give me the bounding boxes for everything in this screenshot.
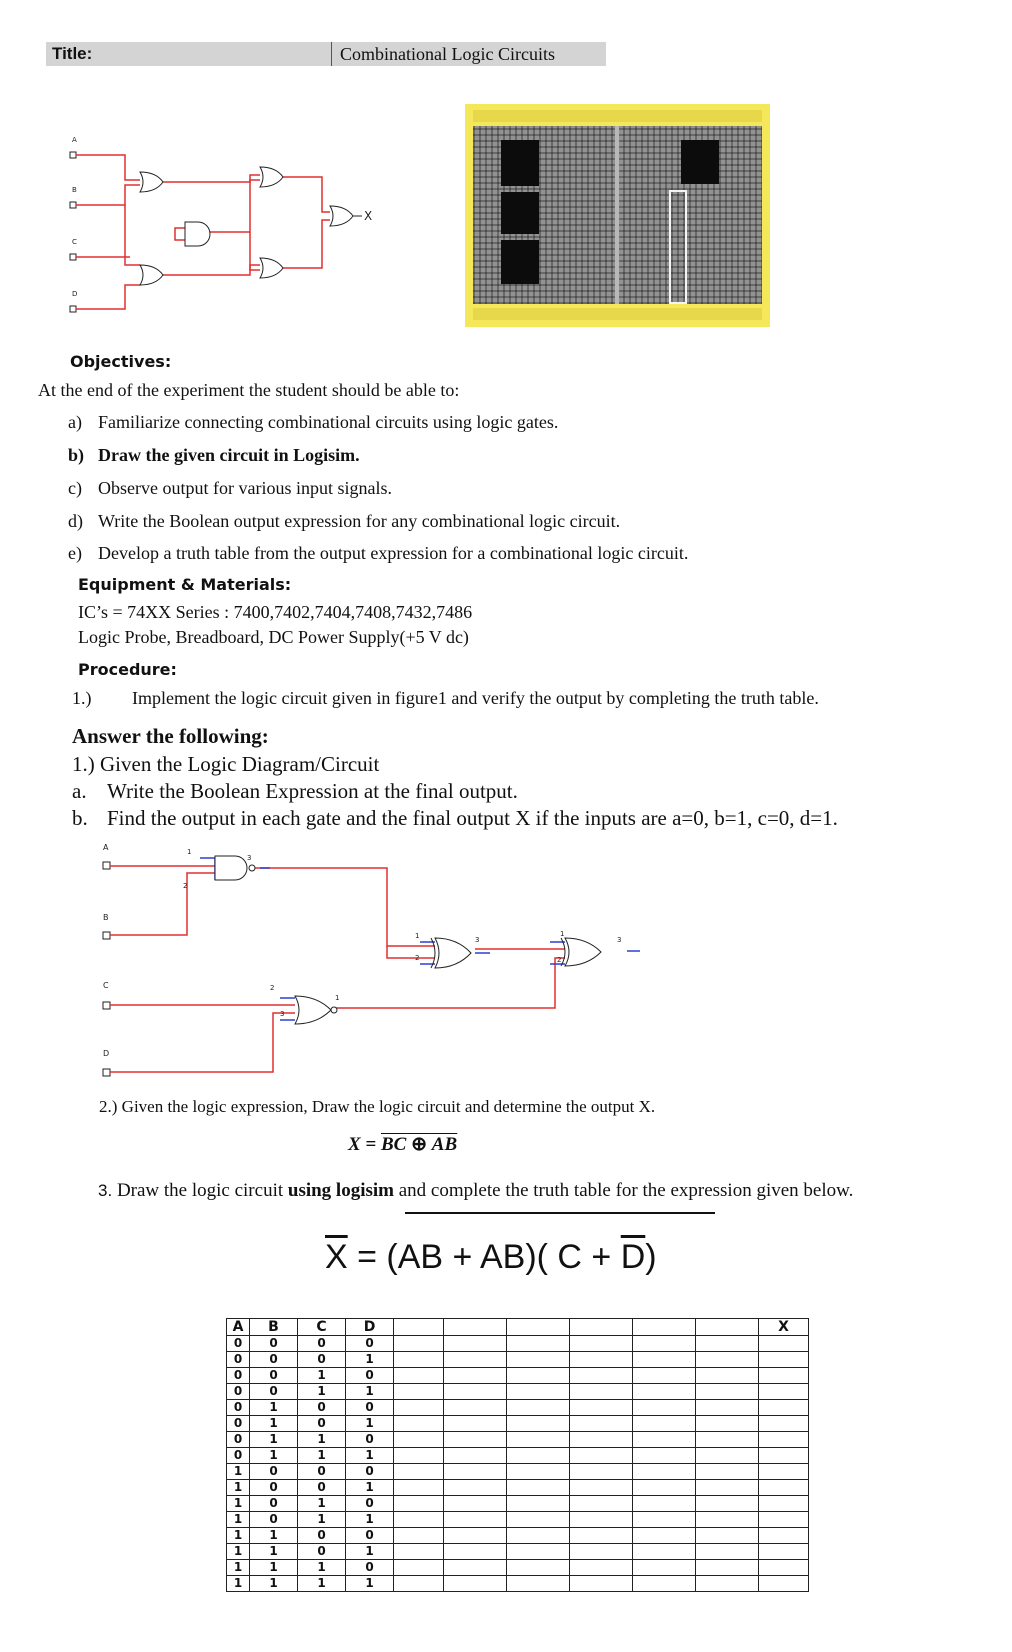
question-1b-marker: b.: [72, 806, 88, 830]
truth-table-cell: 0: [250, 1496, 298, 1512]
truth-table-cell[interactable]: [394, 1432, 444, 1448]
truth-table-cell: 0: [227, 1368, 250, 1384]
question-1b: Find the output in each gate and the final output X if the inputs are a=0, b=1, c=0, d=1.: [107, 806, 838, 830]
truth-table-cell[interactable]: [633, 1544, 696, 1560]
expr-d-bar: $\overline{D}$: [620, 1238, 646, 1276]
ic-chip: [501, 240, 539, 284]
truth-table-cell[interactable]: [633, 1512, 696, 1528]
fig2-pin: 1: [560, 930, 565, 938]
truth-table-cell: 1: [227, 1560, 250, 1576]
title-divider: [331, 42, 332, 66]
truth-table-header-cell: C: [298, 1319, 346, 1336]
truth-table-cell[interactable]: [696, 1560, 759, 1576]
truth-table-cell[interactable]: [444, 1400, 507, 1416]
expr-bc: BC: [381, 1134, 407, 1155]
truth-table-cell: 1: [346, 1448, 394, 1464]
truth-table-cell[interactable]: [570, 1512, 633, 1528]
truth-table-cell[interactable]: [759, 1496, 809, 1512]
fig1-output-x: X: [364, 209, 373, 223]
truth-table-cell[interactable]: [570, 1560, 633, 1576]
ic-chip: [501, 192, 539, 234]
answer-heading: Answer the following:: [72, 724, 269, 748]
truth-table-cell: 0: [227, 1400, 250, 1416]
breadboard-power-rail-top: [473, 110, 762, 122]
truth-table-cell[interactable]: [696, 1432, 759, 1448]
truth-table-cell[interactable]: [633, 1528, 696, 1544]
equipment-tools: Logic Probe, Breadboard, DC Power Supply(+5 V dc): [78, 627, 469, 647]
truth-table-cell: 0: [227, 1352, 250, 1368]
truth-table-row: [227, 1544, 809, 1560]
fig1-label-a: A: [72, 136, 77, 144]
truth-table-cell[interactable]: [759, 1480, 809, 1496]
truth-table-cell[interactable]: [507, 1432, 570, 1448]
truth-table-cell[interactable]: [633, 1464, 696, 1480]
truth-table-cell: 1: [298, 1384, 346, 1400]
expr-x-bar: $\overline{X}$: [325, 1238, 348, 1276]
truth-table-cell[interactable]: [696, 1448, 759, 1464]
truth-table-cell[interactable]: [570, 1496, 633, 1512]
truth-table-cell: 0: [227, 1336, 250, 1352]
fig2-pin: 1: [415, 932, 420, 940]
truth-table-cell[interactable]: [394, 1416, 444, 1432]
truth-table-cell: 1: [250, 1416, 298, 1432]
truth-table-cell[interactable]: [394, 1544, 444, 1560]
truth-table-header-cell: [696, 1319, 759, 1336]
truth-table-row: [227, 1512, 809, 1528]
truth-table-cell[interactable]: [444, 1336, 507, 1352]
truth-table-cell[interactable]: [696, 1576, 759, 1592]
expr-xor: ⊕: [406, 1134, 432, 1155]
truth-table-cell[interactable]: [394, 1528, 444, 1544]
truth-table-cell[interactable]: [759, 1400, 809, 1416]
truth-table-cell[interactable]: [759, 1384, 809, 1400]
truth-table-cell: 0: [227, 1384, 250, 1400]
truth-table-cell[interactable]: [570, 1352, 633, 1368]
truth-table-cell: 1: [346, 1544, 394, 1560]
truth-table-cell[interactable]: [394, 1352, 444, 1368]
truth-table-cell: 1: [298, 1448, 346, 1464]
truth-table-cell[interactable]: [394, 1368, 444, 1384]
question-1a-marker: a.: [72, 779, 87, 803]
truth-table-cell[interactable]: [394, 1336, 444, 1352]
fig2-label-c: C: [103, 981, 109, 990]
truth-table-row: [227, 1432, 809, 1448]
truth-table-row: [227, 1480, 809, 1496]
breadboard-power-rail-bottom: [473, 308, 762, 320]
truth-table-cell[interactable]: [507, 1416, 570, 1432]
breadboard-photo: [465, 104, 770, 327]
figure1-circuit: [60, 120, 400, 320]
truth-table-cell[interactable]: [507, 1368, 570, 1384]
truth-table-cell[interactable]: [444, 1416, 507, 1432]
procedure-heading: Procedure:: [78, 660, 177, 679]
truth-table-cell[interactable]: [696, 1384, 759, 1400]
truth-table-cell[interactable]: [633, 1448, 696, 1464]
question-3-expression: [325, 1238, 657, 1277]
truth-table-cell[interactable]: [394, 1496, 444, 1512]
truth-table-cell[interactable]: [633, 1416, 696, 1432]
truth-table-cell[interactable]: [507, 1480, 570, 1496]
truth-table-cell: 1: [250, 1432, 298, 1448]
objective-text: Write the Boolean output expression for any combinational logic circuit.: [98, 511, 621, 531]
truth-table-cell: 0: [346, 1400, 394, 1416]
ic-chip: [501, 140, 539, 186]
truth-table-cell: 0: [346, 1336, 394, 1352]
truth-table-cell[interactable]: [394, 1384, 444, 1400]
truth-table-cell[interactable]: [507, 1528, 570, 1544]
expr-lhs: X =: [348, 1134, 381, 1155]
truth-table-cell: 1: [250, 1528, 298, 1544]
truth-table-cell: 1: [227, 1496, 250, 1512]
truth-table-cell[interactable]: [507, 1352, 570, 1368]
truth-table-cell[interactable]: [759, 1432, 809, 1448]
truth-table-cell[interactable]: [507, 1496, 570, 1512]
truth-table-body: [227, 1319, 809, 1592]
truth-table-cell[interactable]: [444, 1352, 507, 1368]
truth-table-header-cell: [444, 1319, 507, 1336]
truth-table-header-cell: [570, 1319, 633, 1336]
truth-table-cell[interactable]: [507, 1544, 570, 1560]
truth-table-cell[interactable]: [507, 1336, 570, 1352]
truth-table-cell[interactable]: [507, 1464, 570, 1480]
truth-table-cell: 1: [298, 1512, 346, 1528]
truth-table-cell: 1: [298, 1560, 346, 1576]
truth-table-cell[interactable]: [696, 1512, 759, 1528]
truth-table-cell[interactable]: [394, 1480, 444, 1496]
truth-table-cell[interactable]: [570, 1416, 633, 1432]
truth-table-cell[interactable]: [759, 1352, 809, 1368]
truth-table-cell[interactable]: [633, 1576, 696, 1592]
truth-table-cell[interactable]: [633, 1496, 696, 1512]
fig2-pin: 2: [270, 984, 275, 992]
fig2-pin: 2: [415, 954, 420, 962]
truth-table-cell: 1: [298, 1496, 346, 1512]
truth-table-cell: 1: [250, 1576, 298, 1592]
objective-text: Develop a truth table from the output expression for a combinational logic circuit.: [98, 543, 689, 563]
ic-chip: [681, 140, 719, 184]
truth-table-cell: 1: [346, 1352, 394, 1368]
truth-table-cell: 0: [298, 1336, 346, 1352]
truth-table-cell[interactable]: [570, 1368, 633, 1384]
truth-table-cell[interactable]: [444, 1528, 507, 1544]
truth-table-cell[interactable]: [633, 1400, 696, 1416]
figure2-circuit: [95, 838, 675, 1083]
objective-text: Draw the given circuit in Logisim.: [98, 445, 360, 465]
expr-overline-term: [381, 1134, 457, 1155]
truth-table-cell: 0: [346, 1368, 394, 1384]
truth-table-cell[interactable]: [394, 1464, 444, 1480]
procedure-step: Implement the logic circuit given in figure1 and verify the output by completing the truth table.: [132, 688, 819, 708]
objectives-heading: Objectives:: [70, 352, 172, 371]
truth-table-cell: 0: [250, 1464, 298, 1480]
truth-table-cell: 1: [227, 1544, 250, 1560]
truth-table-cell: 0: [250, 1336, 298, 1352]
objective-marker: a): [68, 412, 82, 432]
truth-table-cell[interactable]: [444, 1384, 507, 1400]
fig2-label-a: A: [103, 843, 109, 852]
fig2-pin: 3: [617, 936, 622, 944]
truth-table-cell[interactable]: [759, 1368, 809, 1384]
truth-table-cell[interactable]: [633, 1352, 696, 1368]
truth-table-cell[interactable]: [696, 1464, 759, 1480]
truth-table-cell[interactable]: [394, 1560, 444, 1576]
objective-marker: b): [68, 445, 85, 465]
truth-table-row: [227, 1336, 809, 1352]
question-2: 2.) Given the logic expression, Draw the logic circuit and determine the output X.: [99, 1097, 656, 1116]
truth-table-cell: 1: [346, 1416, 394, 1432]
truth-table-header-cell: [507, 1319, 570, 1336]
truth-table-cell: 0: [346, 1464, 394, 1480]
equipment-ics: IC’s = 74XX Series : 7400,7402,7404,7408,7432,7486: [78, 602, 473, 622]
truth-table-cell[interactable]: [759, 1544, 809, 1560]
truth-table-row: [227, 1352, 809, 1368]
truth-table-cell[interactable]: [444, 1544, 507, 1560]
truth-table-cell: 0: [346, 1560, 394, 1576]
truth-table-cell: 1: [346, 1512, 394, 1528]
truth-table-row: [227, 1528, 809, 1544]
truth-table-row: [227, 1384, 809, 1400]
truth-table-cell[interactable]: [633, 1368, 696, 1384]
title-label: Title:: [52, 44, 93, 63]
fig2-pin: 2: [183, 882, 188, 890]
truth-table-cell[interactable]: [696, 1368, 759, 1384]
truth-table-cell: 0: [227, 1416, 250, 1432]
truth-table-row: [227, 1576, 809, 1592]
truth-table-cell[interactable]: [633, 1384, 696, 1400]
truth-table-cell[interactable]: [696, 1480, 759, 1496]
question-1a: Write the Boolean Expression at the final output.: [107, 779, 518, 803]
truth-table-header-cell: B: [250, 1319, 298, 1336]
fig2-pin: 3: [247, 854, 252, 862]
truth-table-row: [227, 1416, 809, 1432]
truth-table-cell: 0: [298, 1464, 346, 1480]
objective-marker: e): [68, 543, 82, 563]
question-3-text-a: Draw the logic circuit: [112, 1180, 288, 1201]
truth-table-header-cell: A: [227, 1319, 250, 1336]
truth-table-cell: 1: [298, 1368, 346, 1384]
truth-table-cell: 0: [298, 1480, 346, 1496]
fig2-pin: 2: [557, 956, 562, 964]
truth-table-cell: 0: [250, 1512, 298, 1528]
truth-table-cell[interactable]: [759, 1560, 809, 1576]
truth-table-cell: 0: [250, 1368, 298, 1384]
objectives-intro: At the end of the experiment the student should be able to:: [38, 380, 460, 400]
truth-table-cell[interactable]: [633, 1336, 696, 1352]
truth-table-cell[interactable]: [444, 1432, 507, 1448]
truth-table-header-cell: X: [759, 1319, 809, 1336]
question-3-emphasis: using logisim: [287, 1180, 394, 1201]
truth-table-cell: 1: [227, 1480, 250, 1496]
expr-end: ): [645, 1238, 657, 1276]
truth-table-cell[interactable]: [759, 1464, 809, 1480]
truth-table-cell[interactable]: [759, 1528, 809, 1544]
fig1-label-c: C: [72, 238, 77, 246]
objective-marker: c): [68, 478, 82, 498]
truth-table-row: [227, 1448, 809, 1464]
truth-table-cell[interactable]: [696, 1496, 759, 1512]
truth-table-cell[interactable]: [696, 1352, 759, 1368]
truth-table: [226, 1318, 809, 1592]
fig2-pin: 3: [475, 936, 480, 944]
objective-text: Observe output for various input signals.: [98, 478, 392, 498]
truth-table-cell[interactable]: [444, 1368, 507, 1384]
truth-table-cell[interactable]: [570, 1576, 633, 1592]
truth-table-cell[interactable]: [394, 1576, 444, 1592]
truth-table-row: [227, 1560, 809, 1576]
truth-table-cell[interactable]: [633, 1432, 696, 1448]
question-3: [98, 1180, 853, 1202]
truth-table-cell[interactable]: [570, 1544, 633, 1560]
truth-table-cell[interactable]: [570, 1464, 633, 1480]
truth-table-cell: 1: [250, 1560, 298, 1576]
truth-table-cell[interactable]: [507, 1560, 570, 1576]
truth-table-cell: 0: [298, 1528, 346, 1544]
fig2-pin: 1: [187, 848, 192, 856]
truth-table-cell[interactable]: [570, 1432, 633, 1448]
truth-table-row: [227, 1496, 809, 1512]
truth-table-cell[interactable]: [759, 1512, 809, 1528]
expression-overbar: [405, 1212, 715, 1214]
question-1: 1.) Given the Logic Diagram/Circuit: [72, 752, 380, 776]
truth-table-cell[interactable]: [507, 1448, 570, 1464]
truth-table-cell: 1: [227, 1576, 250, 1592]
truth-table-cell[interactable]: [394, 1512, 444, 1528]
truth-table-cell[interactable]: [570, 1384, 633, 1400]
truth-table-cell[interactable]: [444, 1512, 507, 1528]
jumper-wire: [669, 190, 687, 304]
truth-table-cell[interactable]: [444, 1560, 507, 1576]
truth-table-row: [227, 1368, 809, 1384]
truth-table-cell[interactable]: [507, 1400, 570, 1416]
truth-table-cell: 0: [346, 1528, 394, 1544]
truth-table-cell: 0: [298, 1416, 346, 1432]
truth-table-row: [227, 1464, 809, 1480]
expr-mid: = (AB + AB)( C +: [347, 1238, 621, 1276]
question-3-number: 3.: [98, 1181, 113, 1200]
fig1-label-d: D: [72, 290, 78, 298]
truth-table-header-row: [227, 1319, 809, 1336]
fig2-label-b: B: [103, 913, 109, 922]
truth-table-cell: 0: [250, 1480, 298, 1496]
truth-table-cell: 1: [250, 1400, 298, 1416]
truth-table-cell[interactable]: [570, 1400, 633, 1416]
fig1-label-b: B: [72, 186, 77, 194]
truth-table-cell: 0: [227, 1432, 250, 1448]
procedure-marker: 1.): [72, 688, 92, 708]
truth-table-cell[interactable]: [570, 1480, 633, 1496]
truth-table-cell[interactable]: [696, 1400, 759, 1416]
truth-table-cell: 1: [227, 1464, 250, 1480]
truth-table-cell[interactable]: [507, 1512, 570, 1528]
truth-table-cell[interactable]: [759, 1576, 809, 1592]
truth-table-cell[interactable]: [696, 1336, 759, 1352]
truth-table-cell[interactable]: [444, 1448, 507, 1464]
truth-table-cell[interactable]: [444, 1496, 507, 1512]
truth-table-cell[interactable]: [696, 1416, 759, 1432]
truth-table-cell[interactable]: [444, 1464, 507, 1480]
truth-table-cell[interactable]: [570, 1448, 633, 1464]
truth-table-cell: 1: [298, 1432, 346, 1448]
truth-table-header-cell: [633, 1319, 696, 1336]
truth-table-cell: 0: [298, 1544, 346, 1560]
truth-table-cell: 0: [227, 1448, 250, 1464]
truth-table-cell[interactable]: [759, 1448, 809, 1464]
truth-table-cell[interactable]: [696, 1544, 759, 1560]
expr-ab: AB: [431, 1134, 458, 1155]
truth-table-cell: 0: [250, 1384, 298, 1400]
objective-text: Familiarize connecting combinational circuits using logic gates.: [98, 412, 559, 432]
truth-table-cell[interactable]: [759, 1336, 809, 1352]
truth-table-cell: 1: [227, 1512, 250, 1528]
truth-table-cell: 1: [346, 1384, 394, 1400]
truth-table-cell: 1: [250, 1544, 298, 1560]
truth-table-cell: 0: [346, 1496, 394, 1512]
truth-table-cell: 0: [298, 1400, 346, 1416]
truth-table-cell[interactable]: [444, 1480, 507, 1496]
truth-table-cell[interactable]: [696, 1528, 759, 1544]
truth-table-cell[interactable]: [633, 1480, 696, 1496]
truth-table-cell: 0: [250, 1352, 298, 1368]
fig2-label-d: D: [103, 1049, 110, 1058]
truth-table-cell[interactable]: [759, 1416, 809, 1432]
objective-marker: d): [68, 511, 83, 531]
truth-table-cell: 1: [227, 1528, 250, 1544]
truth-table-cell[interactable]: [507, 1384, 570, 1400]
truth-table-row: [227, 1400, 809, 1416]
truth-table-cell[interactable]: [570, 1336, 633, 1352]
truth-table-cell: 1: [346, 1576, 394, 1592]
truth-table-cell: 1: [250, 1448, 298, 1464]
question-3-text-c: and complete the truth table for the expression given below.: [394, 1180, 854, 1201]
truth-table-header-cell: D: [346, 1319, 394, 1336]
equipment-heading: Equipment & Materials:: [78, 575, 292, 594]
truth-table-cell[interactable]: [394, 1448, 444, 1464]
fig2-pin: 1: [335, 994, 340, 1002]
truth-table-cell: 0: [346, 1432, 394, 1448]
truth-table-cell: 1: [346, 1480, 394, 1496]
truth-table-cell[interactable]: [444, 1576, 507, 1592]
truth-table-cell: 1: [298, 1576, 346, 1592]
title-value: Combinational Logic Circuits: [340, 44, 555, 64]
truth-table-cell: 0: [298, 1352, 346, 1368]
truth-table-cell[interactable]: [633, 1560, 696, 1576]
truth-table-cell[interactable]: [507, 1576, 570, 1592]
fig2-pin: 3: [280, 1010, 285, 1018]
truth-table-cell[interactable]: [394, 1400, 444, 1416]
truth-table-header-cell: [394, 1319, 444, 1336]
truth-table-cell[interactable]: [570, 1528, 633, 1544]
question-2-expression: [348, 1133, 457, 1156]
